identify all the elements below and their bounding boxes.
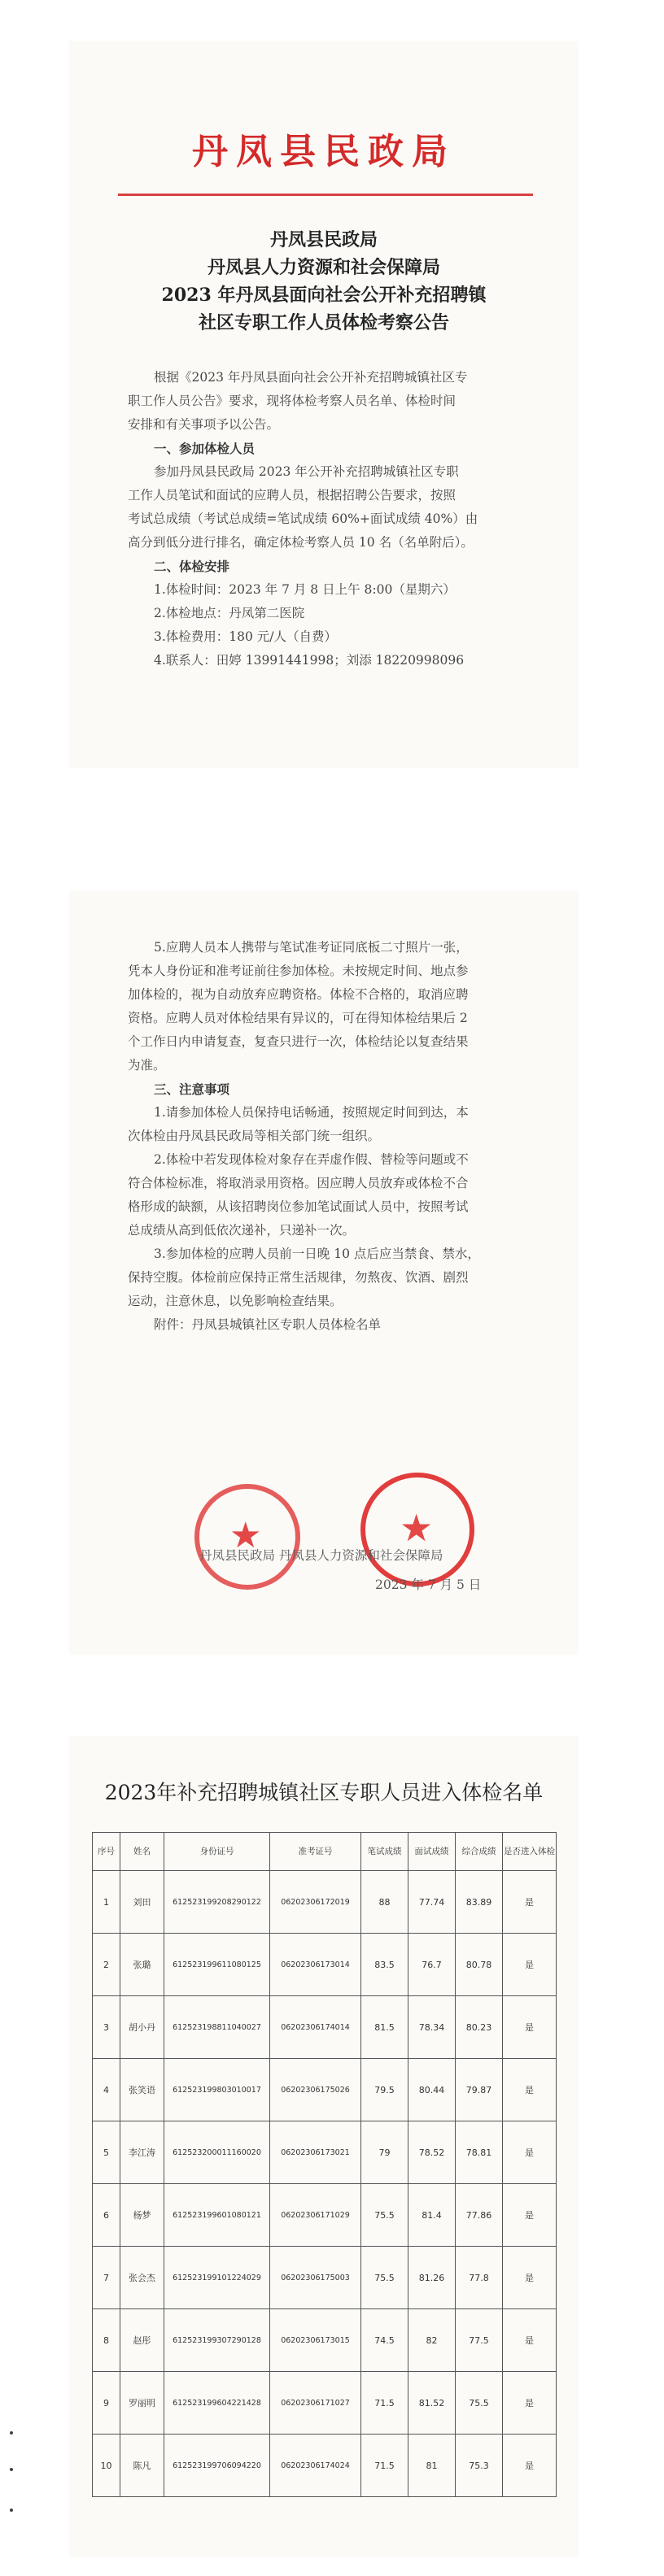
table-cell: 06202306173015 [270, 2309, 361, 2372]
section1-line: 工作人员笔试和面试的应聘人员，根据招聘公告要求，按照 [128, 488, 456, 503]
signature-line: 丹凤县民政局 丹凤县人力资源和社会保障局 [199, 1548, 443, 1563]
table-cell: 杨梦 [120, 2184, 164, 2247]
table-cell: 06202306175003 [270, 2247, 361, 2309]
note-line: 符合体检标准，将取消录用资格。因应聘人员放弃或体检不合 [128, 1176, 469, 1190]
table-cell: 76.7 [408, 1934, 456, 1996]
table-cell: 75.5 [361, 2247, 408, 2309]
item5-line: 个工作日内申请复查，复查只进行一次，体检结论以复查结果 [128, 1034, 469, 1049]
table-cell: 81.26 [408, 2247, 456, 2309]
title-line: 丹凤县人力资源和社会保障局 [207, 257, 440, 278]
table-cell: 李江涛 [120, 2121, 164, 2184]
table-cell: 612523199208290122 [164, 1871, 270, 1934]
schedule-item: 1.体检时间：2023 年 7 月 8 日上午 8:00（星期六） [154, 582, 456, 597]
table-cell: 88 [361, 1871, 408, 1934]
table-cell: 4 [93, 2059, 120, 2121]
header-cell: 身份证号 [164, 1833, 270, 1871]
title-line: 丹凤县民政局 [269, 229, 378, 250]
table-cell: 06202306171027 [270, 2372, 361, 2435]
table-cell: 06202306171029 [270, 2184, 361, 2247]
hr-social-security-seal [360, 1473, 474, 1586]
table-cell: 罗丽明 [120, 2372, 164, 2435]
table-cell: 06202306175026 [270, 2059, 361, 2121]
table-cell: 1 [93, 1871, 120, 1934]
notice-title [69, 226, 579, 337]
table-title: 2023年补充招聘城镇社区专职人员进入体检名单 [104, 1781, 544, 1804]
table-cell: 83.5 [361, 1934, 408, 1996]
note-line: 3.参加体检的应聘人员前一日晚 10 点后应当禁食、禁水， [154, 1247, 480, 1261]
margin-mark [10, 2509, 13, 2512]
section-heading: 三、注意事项 [154, 1081, 230, 1097]
table-cell: 是 [503, 2059, 557, 2121]
table-row [93, 1871, 557, 1934]
table-cell: 83.89 [456, 1871, 503, 1934]
table-cell: 是 [503, 2184, 557, 2247]
table-cell: 陈凡 [120, 2435, 164, 2497]
candidate-table [92, 1832, 557, 2497]
attachment-line: 附件：丹凤县城镇社区专职人员体检名单 [154, 1317, 382, 1332]
table-cell: 612523199803010017 [164, 2059, 270, 2121]
table-cell: 是 [503, 2121, 557, 2184]
table-cell: 06202306174024 [270, 2435, 361, 2497]
table-cell: 71.5 [361, 2372, 408, 2435]
header-cell: 面试成绩 [408, 1833, 456, 1871]
table-row [93, 2435, 557, 2497]
table-cell: 79.5 [361, 2059, 408, 2121]
date-line: 2023 年 7 月 5 日 [375, 1577, 482, 1592]
table-row [93, 1996, 557, 2059]
header-cell: 准考证号 [270, 1833, 361, 1871]
margin-mark [10, 2468, 13, 2471]
header-cell: 笔试成绩 [361, 1833, 408, 1871]
table-cell: 77.5 [456, 2309, 503, 2372]
table-cell: 是 [503, 2247, 557, 2309]
table-cell: 80.23 [456, 1996, 503, 2059]
note-line: 格形成的缺额，从该招聘岗位参加笔试面试人员中，按照考试 [128, 1199, 469, 1214]
table-cell: 是 [503, 2435, 557, 2497]
civil-affairs-seal [194, 1484, 300, 1590]
table-cell: 612523199601080121 [164, 2184, 270, 2247]
table-cell: 71.5 [361, 2435, 408, 2497]
note-line: 1.请参加体检人员保持电话畅通，按照规定时间到达，本 [154, 1105, 469, 1120]
table-cell: 612523198811040027 [164, 1996, 270, 2059]
section1-line: 参加丹凤县民政局 2023 年公开补充招聘城镇社区专职 [154, 464, 459, 479]
table-cell: 77.8 [456, 2247, 503, 2309]
table-row [93, 2372, 557, 2435]
table-cell: 是 [503, 1871, 557, 1934]
note-line: 总成绩从高到低依次递补，只递补一次。 [128, 1223, 356, 1238]
item5-line: 为准。 [128, 1058, 166, 1073]
header-cell: 是否进入体检 [503, 1833, 557, 1871]
note-line: 运动，注意休息，以免影响检查结果。 [128, 1294, 343, 1308]
item5-line: 资格。应聘人员对体检结果有异议的，可在得知体检结果后 2 [128, 1011, 468, 1025]
table-cell: 79 [361, 2121, 408, 2184]
table-row [93, 1934, 557, 1996]
table-cell: 6 [93, 2184, 120, 2247]
table-row [93, 2059, 557, 2121]
table-cell: 80.44 [408, 2059, 456, 2121]
table-cell: 10 [93, 2435, 120, 2497]
intro-line: 职工作人员公告》要求，现将体检考察人员名单、体检时间 [128, 394, 456, 408]
table-cell: 612523199101224029 [164, 2247, 270, 2309]
table-row [93, 2121, 557, 2184]
table-cell: 2 [93, 1934, 120, 1996]
section1-line: 考试总成绩（考试总成绩=笔试成绩 60%+面试成绩 40%）由 [128, 511, 478, 526]
table-cell: 是 [503, 1934, 557, 1996]
table-cell: 81.4 [408, 2184, 456, 2247]
table-cell: 81.5 [361, 1996, 408, 2059]
table-cell: 612523199706094220 [164, 2435, 270, 2497]
section1-line: 高分到低分进行排名，确定体检考察人员 10 名（名单附后）。 [128, 535, 474, 550]
section-heading: 一、参加体检人员 [154, 441, 256, 456]
table-cell: 78.34 [408, 1996, 456, 2059]
table-cell: 7 [93, 2247, 120, 2309]
notice-body [128, 366, 528, 672]
seal-star-icon: ★ [400, 1506, 434, 1550]
table-cell: 是 [503, 2309, 557, 2372]
section-heading: 二、体检安排 [154, 559, 230, 574]
margin-mark [10, 2431, 13, 2435]
item5-line: 加体检的，视为自动放弃应聘资格。体检不合格的，取消应聘 [128, 987, 469, 1002]
table-cell: 612523199611080125 [164, 1934, 270, 1996]
table-cell: 赵彤 [120, 2309, 164, 2372]
table-cell: 81 [408, 2435, 456, 2497]
table-cell: 75.5 [361, 2184, 408, 2247]
table-cell: 77.86 [456, 2184, 503, 2247]
seal-star-icon: ★ [229, 1515, 262, 1556]
table-cell: 9 [93, 2372, 120, 2435]
item5-line: 5.应聘人员本人携带与笔试准考证同底板二寸照片一张， [154, 940, 469, 955]
item5-line: 凭本人身份证和准考证前往参加体检。未按规定时间、地点参 [128, 964, 469, 978]
table-header-row [93, 1833, 557, 1871]
header-cell: 综合成绩 [456, 1833, 503, 1871]
table-cell: 06202306174014 [270, 1996, 361, 2059]
table-cell: 胡小丹 [120, 1996, 164, 2059]
table-cell: 74.5 [361, 2309, 408, 2372]
table-cell: 78.81 [456, 2121, 503, 2184]
table-cell: 77.74 [408, 1871, 456, 1934]
intro-line: 根据《2023 年丹凤县面向社会公开补充招聘城镇社区专 [154, 370, 468, 385]
table-cell: 612523200011160020 [164, 2121, 270, 2184]
table-cell: 5 [93, 2121, 120, 2184]
table-cell: 刘田 [120, 1871, 164, 1934]
title-line: 2023 年丹凤县面向社会公开补充招聘镇 [161, 285, 487, 306]
table-cell: 是 [503, 1996, 557, 2059]
document-page-1 [69, 41, 579, 768]
intro-line: 安排和有关事项予以公告。 [128, 417, 280, 432]
table-row [93, 2184, 557, 2247]
table-cell: 张会杰 [120, 2247, 164, 2309]
table-cell: 78.52 [408, 2121, 456, 2184]
table-cell: 80.78 [456, 1934, 503, 1996]
table-cell: 75.3 [456, 2435, 503, 2497]
note-line: 2.体检中若发现体检对象存在弄虚作假、替检等问题或不 [154, 1152, 469, 1167]
table-cell: 75.5 [456, 2372, 503, 2435]
title-line: 社区专职工作人员体检考察公告 [198, 312, 449, 333]
note-line: 次体检由丹凤县民政局等相关部门统一组织。 [128, 1129, 381, 1143]
table-cell: 8 [93, 2309, 120, 2372]
table-cell: 612523199307290128 [164, 2309, 270, 2372]
table-body [93, 1871, 557, 2497]
schedule-item: 4.联系人：田婷 13991441998；刘添 18220998096 [154, 653, 465, 668]
note-line: 保持空腹。体检前应保持正常生活规律，勿熬夜、饮酒、剧烈 [128, 1270, 469, 1285]
document-page-2 [69, 890, 579, 1655]
header-cell: 姓名 [120, 1833, 164, 1871]
table-cell: 612523199604221428 [164, 2372, 270, 2435]
table-cell: 张璐 [120, 1934, 164, 1996]
notice-body-continued [128, 936, 528, 1337]
table-cell: 06202306173021 [270, 2121, 361, 2184]
schedule-item: 2.体检地点：丹凤第二医院 [154, 606, 305, 620]
table-cell: 81.52 [408, 2372, 456, 2435]
document-page-3 [69, 1736, 579, 2557]
table-row [93, 2247, 557, 2309]
letterhead: 丹凤县民政局 [192, 131, 456, 172]
letterhead-divider [118, 194, 533, 196]
table-cell: 张笑语 [120, 2059, 164, 2121]
table-row [93, 2309, 557, 2372]
table-cell: 06202306173014 [270, 1934, 361, 1996]
table-cell: 79.87 [456, 2059, 503, 2121]
header-cell: 序号 [93, 1833, 120, 1871]
schedule-item: 3.体检费用：180 元/人（自费） [154, 629, 338, 644]
table-cell: 06202306172019 [270, 1871, 361, 1934]
table-cell: 3 [93, 1996, 120, 2059]
table-cell: 82 [408, 2309, 456, 2372]
table-cell: 是 [503, 2372, 557, 2435]
